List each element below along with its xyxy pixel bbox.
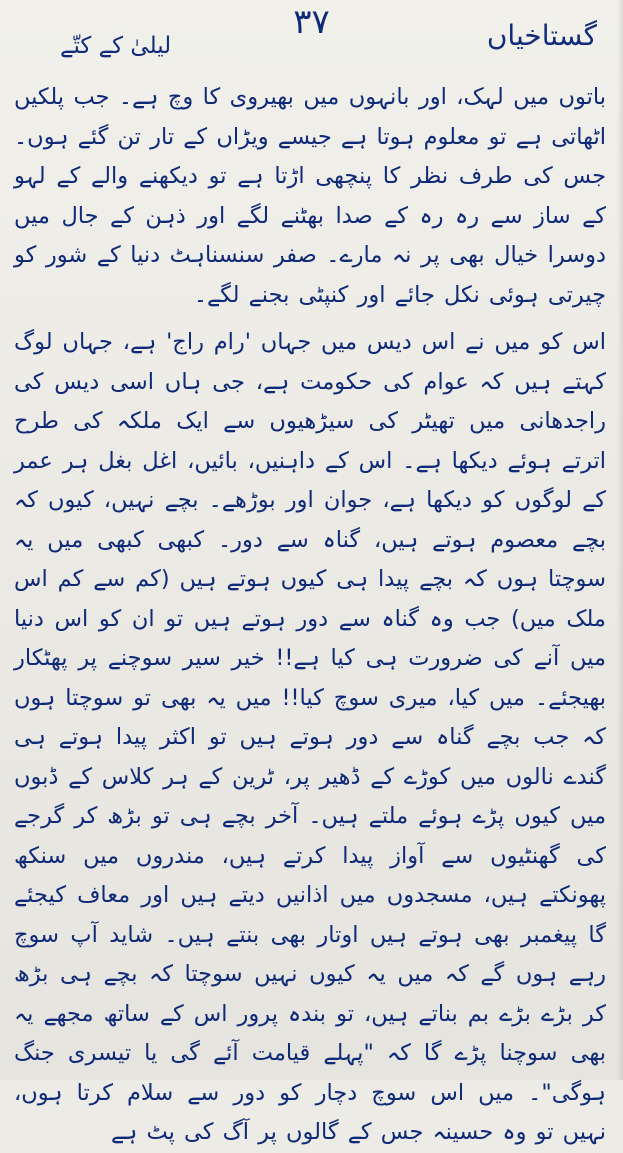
story-title: لیلیٰ کے کتّے: [60, 33, 172, 59]
paragraph-2: اس کو میں نے اس دیس میں جہاں 'رام راج' ہے، جہاں لوگ کہتے ہیں کہ عوام کی حکومت ہے، جی ہاں اسی دیس کی راجدھانی میں تھیٹر کی سیڑھیوں سے ایک ملکہ کی طرح اترتے ہوئے دیکھا ہے۔ اس کے داہنیں، بائیں، اغل بغل ہر عمر کے لوگوں کو دیکھا ہے، جوان اور بوڑھے۔ بچے نہیں، کیوں کہ بچے معصوم ہوتے ہیں، گناہ سے دور۔ کبھی کبھی میں یہ سوچتا ہوں کہ بچے پیدا ہی کیوں ہوتے ہیں (کم سے کم اس ملک میں) جب وہ گناہ سے دور ہوتے ہیں تو ان کو اس دنیا میں آنے کی ضرورت ہی کیا ہے!! خیر سیر سوچنے پر پھٹکار بھیجئے۔ میں کیا، میری سوچ کیا!! میں یہ بھی تو سوچتا ہوں کہ جب بچے گناہ سے دور ہوتے ہیں تو اکثر پیدا ہوتے ہی گندے نالوں میں کوڑے کے ڈھیر پر، ٹرین کے ہر کلاس کے ڈبوں میں کیوں پڑے ہوئے ملتے ہیں۔ آخر بچے ہی تو بڑھ کر گرجے کی گھنٹیوں سے آواز پیدا کرتے ہیں، مندروں میں سنکھ پھونکتے ہیں، مسجدوں میں اذانیں دیتے ہیں اور معاف کیجئے گا پیغمبر بھی ہوتے ہیں اوتار بھی بنتے ہیں۔ شاید آپ سوچ رہے ہوں گے کہ میں یہ کیوں نہیں سوچتا کہ بچے ہی بڑھ کر بڑے بڑے بم بناتے ہیں، تو بندہ پرور اس کے ساتھ مجھے یہ بھی سوچنا پڑے گا کہ "پہلے قیامت آئے گی یا تیسری جنگ ہوگی"۔ میں اس سوچ دچار کو دور سے سلام کرتا ہوں، نہیں تو وہ حسینہ جس کے گالوں پر آگ کی پٹ ہے: [14, 329, 606, 1145]
page-edge-shadow: [617, 0, 623, 1080]
page-header: [0, 0, 623, 80]
page-number: ۳۷: [293, 2, 330, 42]
running-title: گستاخیاں: [486, 19, 597, 52]
body-text: [14, 78, 606, 1153]
paragraph-1: باتوں میں لہک، اور بانہوں میں بھیروی کا وچ ہے۔ جب پلکیں اٹھاتی ہے تو معلوم ہوتا ہے جیسے ویڑاں کے تار تن گئے ہوں۔ جس کی طرف نظر کا پنچھی اڑتا ہے تو دیکھنے والے کے لہو کے ساز سے رہ رہ کے صدا بھٹنے لگے اور ذہن کے جال میں دوسرا خیال بھی پر نہ مارے۔ صفر سنسناہٹ دنیا کے شور کو چیرتی ہوئی نکل جائے اور کنپٹی بجنے لگے۔: [14, 84, 606, 308]
